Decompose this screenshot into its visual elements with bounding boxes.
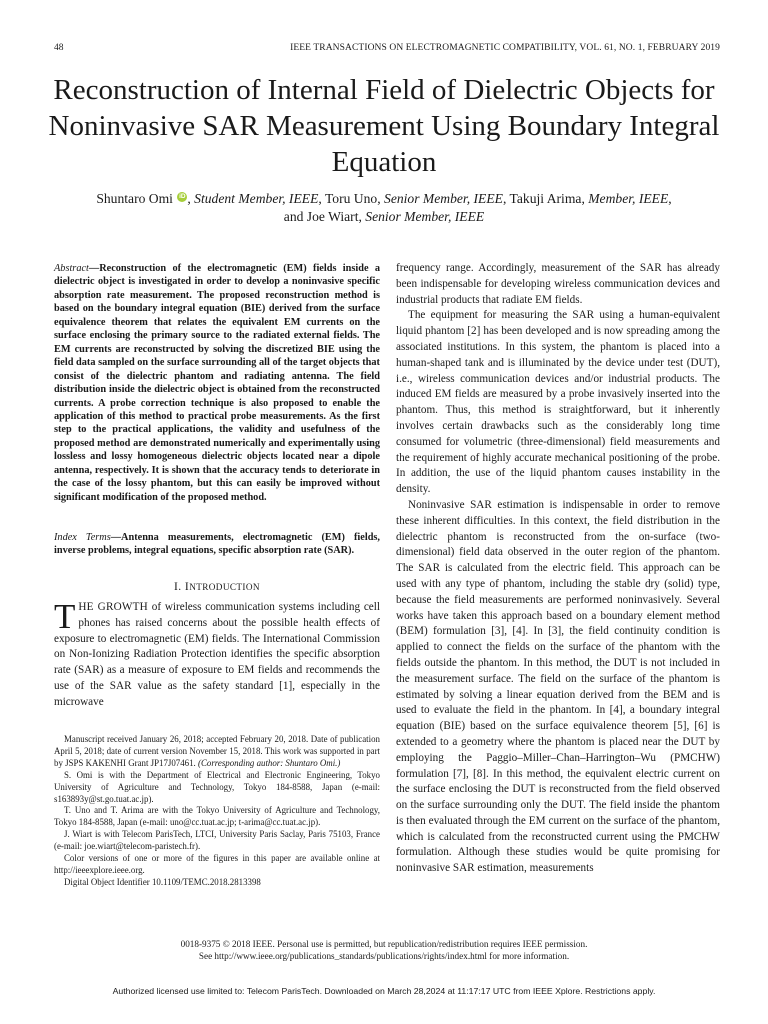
author-membership: Student Member, IEEE: [194, 191, 319, 206]
running-header: IEEE TRANSACTIONS ON ELECTROMAGNETIC COMPATIBILITY, VOL. 61, NO. 1, FEBRUARY 2019: [290, 43, 720, 53]
section-heading: [54, 580, 380, 593]
footnote-doi: Digital Object Identifier 10.1109/TEMC.2018.2813398: [64, 876, 261, 887]
section-title-initial: I: [184, 580, 190, 593]
copyright-line: 0018-9375 © 2018 IEEE. Personal use is permitted, but republication/redistribution requires IEEE permission.: [180, 939, 588, 949]
corresponding-author: (Corresponding author: Shuntaro Omi.): [198, 757, 341, 768]
license-notice: Authorized licensed use limited to: Telecom ParisTech. Downloaded on March 28,2024 at 11:17:17 UTC from IEEE Xplore. Restrictions apply.: [112, 986, 656, 996]
footnote-manuscript: [54, 734, 380, 770]
section-title-rest: NTRODUCTION: [189, 582, 260, 592]
footnote-text: Manuscript received January 26, 2018; accepted February 20, 2018. Date of publication April 5, 2018; date of current version November 15, 2018. This work was supported in part by JSPS KAKENHI Grant JP17J07461.: [54, 734, 380, 768]
abstract-text: —Reconstruction of the electromagnetic (EM) fields inside a dielectric object is investigated in order to develop a noninvasive specific absorption rate measurement. The proposed reconstruction method is based on the boundary integral equation (BIE) derived from the surface equivalence theorem that relates the equivalent EM currents on the surface enclosing the primary source to the radiated external fields. The EM currents are reconstructed by solving the discretized BIE using the field data sampled on the surface surrounding all of the target objects that consist of the dielectric phantom and radiating antenna. The field distribution inside the dielectric object is obtained from the reconstructed currents. A probe correction technique is also proposed to enable the application of this method to practical probe measurements. As the first step to the practical applications, the validity and usefulness of the proposed method are demonstrated numerically and experimentally using lossless and lossy homogeneous dielectric objects located near a dipole antenna, respectively. It is shown that the accuracy tends to deteriorate in the case of the lossy phantom, but this can easily be improved without significant modification of the proposed method.: [54, 263, 380, 503]
body-paragraph: The equipment for measuring the SAR using a human-equivalent liquid phantom [2] has been developed and is now spreading among the associated institutions. In this system, the phantom is placed into a human-shaped tank and is illuminated by the device under test (DUT), i.e., wireless communication devices and/or industrial products. The induced EM fields are measured by a probe invasively inserted into the phantom. Thus, this method is straightforward, but it inherently involves certain drawbacks such as the considerably long time consumed for volumetric (three-dimensional) field measurements and the requirement of highly accurate mechanical positioning of the probe. In addition, the use of the liquid phantom causes instability in the density.: [396, 309, 720, 496]
footnote-affiliation: T. Uno and T. Arima are with the Tokyo University of Agriculture and Technology, Tokyo 184-8588, Japan (e-mail: uno@cc.tuat.ac.jp; t-arima@cc.tuat.ac.jp).: [54, 805, 380, 828]
paper-title: Reconstruction of Internal Field of Dielectric Objects for Noninvasive SAR Measurement Using Boundary Integral Equation: [48, 74, 720, 178]
section-numeral: I.: [174, 580, 182, 593]
introduction-paragraph: [54, 597, 380, 711]
author-membership: Senior Member, IEEE: [384, 191, 503, 206]
footnote-affiliation: J. Wiart is with Telecom ParisTech, LTCI, University Paris Saclay, Paris 75103, France (e-mail: joe.wiart@telecom-paristech.fr).: [54, 829, 380, 852]
index-terms-text: —Antenna measurements, electromagnetic (EM) fields, inverse problems, integral equations, specific absorption rate (SAR).: [54, 532, 381, 557]
footnotes: [54, 734, 380, 889]
author-name: Shuntaro Omi: [96, 191, 173, 206]
intro-smallcaps: HE GROWTH: [78, 601, 148, 613]
drop-cap: T: [54, 597, 76, 636]
author-membership: Senior Member, IEEE: [365, 209, 485, 224]
body-paragraph: frequency range. Accordingly, measurement of the SAR has already been indispensable for developing wireless communication devices and industrial products that radiate EM fields.: [396, 262, 720, 306]
page-number: 48: [54, 43, 64, 53]
copyright-notice: [40, 939, 728, 962]
author-name: Toru Uno: [324, 191, 378, 206]
right-column-body: [396, 261, 720, 877]
author-membership: Member, IEEE: [588, 191, 669, 206]
abstract-lead: Abstract: [54, 263, 89, 274]
index-terms-lead: Index Terms: [54, 532, 111, 543]
body-paragraph: Noninvasive SAR estimation is indispensable in order to remove these inherent difficulties. In this context, the field distribution in the dielectric phantom is reconstructed from the on-surface (two-dimensional) field data observed in the outer region of the phantom. The SAR is calculated from the electric field. This approach can be used with any type of phantom, including the stable dry (solid) type, because the field measurements are performed noninvasively. Several works have taken this approach based on a boundary element method (BEM) formulation [3], [4]. In [3], the field continuity condition is applied to connect the fields on the surface of the phantom with the fields outside the phantom. In this method, the DUT is not included in the measurement surface. The field on the surface of the phantom is estimated by solving a linear equation derived from the BEM and is used to evaluate the field in the phantom. In [4], a boundary integral equation (BIE) based on the surface equivalence theorem [5], [6] is extended to a geometry where the phantom is placed near the DUT by employing the Paggio–Miller–Chan–Harrington–Wu (PMCHW) formulation [7], [8]. In this method, the equivalent electric current on the surface enclosing the DUT is reconstructed from the field observed on the surface surrounding only the DUT. The field inside the phantom is then evaluated through the EM current on the surface of the phantom, which is calculated from the reconstructed current using the PMCHW formulation. Although these studies would be quite promising for noninvasive SAR estimation, measurements: [396, 498, 720, 875]
copyright-link-line: See http://www.ieee.org/publications_standards/publications/rights/index.html for more information.: [198, 950, 570, 961]
orcid-icon[interactable]: iD: [179, 193, 186, 200]
footnote-affiliation: S. Omi is with the Department of Electrical and Electronic Engineering, Tokyo University of Agriculture and Technology, Tokyo 184-8588, Japan (e-mail: s163893y@st.go.tuat.ac.jp).: [54, 769, 380, 804]
author-line-1: Shuntaro Omi iD , Student Member, IEEE, Toru Uno, Senior Member, IEEE, Takuji Arima, Member, IEEE,: [96, 191, 672, 206]
index-terms: [54, 531, 380, 558]
author-name: Takuji Arima: [509, 191, 582, 206]
abstract: [54, 262, 380, 504]
footnote-color-versions: Color versions of one or more of the figures in this paper are available online at http://ieeexplore.ieee.org.: [54, 853, 380, 875]
author-name: and Joe Wiart: [283, 209, 359, 224]
author-line-2: and Joe Wiart, Senior Member, IEEE: [283, 209, 485, 224]
intro-text: of wireless communication systems including cell phones has raised concerns about the possible health effects of exposure to electromagnetic (EM) fields. The International Commission on Non-Ionizing Radiation Protection identifies the specific absorption rate (SAR) as a measure of exposure to EM fields and recommends the use of the SAR value as the safety standard [1], especially in the microwave: [54, 601, 380, 708]
author-list: [40, 190, 728, 226]
